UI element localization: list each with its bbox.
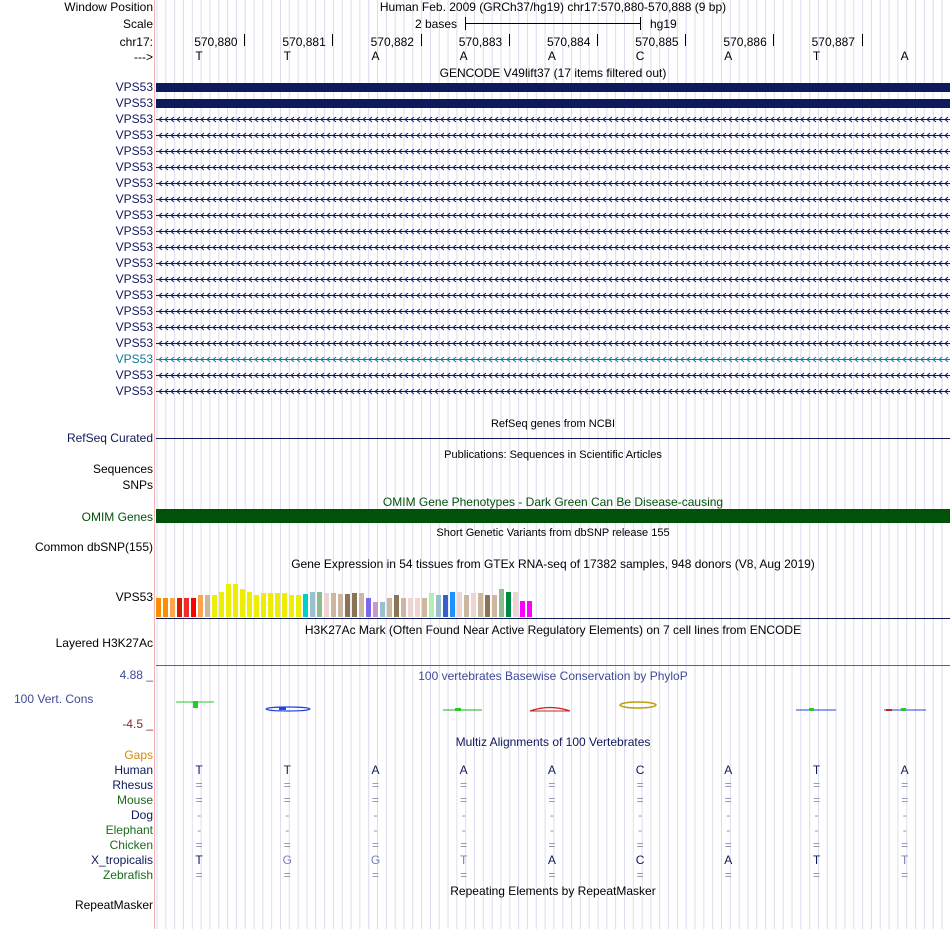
- ruler-position: 570,882: [370, 35, 414, 49]
- gtex-tissue-bar[interactable]: [219, 592, 224, 617]
- gencode-intron-line[interactable]: [156, 307, 950, 316]
- gencode-transcript-label[interactable]: VPS53: [115, 112, 153, 126]
- gtex-tissue-bar[interactable]: [352, 593, 357, 617]
- multiz-track-title: Multiz Alignments of 100 Vertebrates: [455, 735, 651, 749]
- gtex-tissue-bar[interactable]: [324, 593, 329, 617]
- gencode-transcript-label[interactable]: VPS53: [115, 144, 153, 158]
- alignment-base: =: [724, 778, 732, 792]
- gtex-tissue-bar[interactable]: [506, 592, 511, 617]
- gtex-tissue-bar[interactable]: [429, 593, 434, 617]
- gencode-transcript-label[interactable]: VPS53: [115, 176, 153, 190]
- publications-track-title: Publications: Sequences in Scientific Articles: [444, 449, 662, 461]
- scale-bar: [465, 23, 641, 24]
- gtex-tissue-bar[interactable]: [408, 598, 413, 617]
- phylop-track-title: 100 vertebrates Basewise Conservation by PhyloP: [418, 669, 688, 683]
- gtex-tissue-bar[interactable]: [226, 584, 231, 617]
- gencode-transcript-label[interactable]: VPS53: [115, 240, 153, 254]
- alignment-base: -: [726, 823, 731, 837]
- alignment-base: =: [371, 793, 379, 807]
- gtex-baseline: [156, 618, 950, 619]
- gtex-track-label[interactable]: VPS53: [115, 590, 153, 604]
- alignment-base: G: [370, 853, 381, 867]
- gencode-intron-line[interactable]: [156, 323, 950, 332]
- alignment-base: =: [460, 778, 468, 792]
- ruler-position: 570,881: [282, 35, 326, 49]
- multiz-species-label[interactable]: Rhesus: [112, 778, 153, 792]
- gtex-tissue-bar[interactable]: [345, 594, 350, 617]
- alignment-base: A: [724, 853, 733, 867]
- alignment-base: A: [547, 853, 556, 867]
- dbsnp-track-label[interactable]: Common dbSNP(155): [34, 540, 153, 554]
- h3k27ac-track-label[interactable]: Layered H3K27Ac: [55, 636, 153, 650]
- gtex-tissue-bar[interactable]: [275, 593, 280, 617]
- alignment-base: T: [195, 853, 203, 867]
- reference-base: A: [371, 49, 380, 63]
- gtex-tissue-bar[interactable]: [387, 598, 392, 617]
- gencode-track-title: GENCODE V49lift37 (17 items filtered out): [439, 66, 667, 80]
- ruler-tick: [244, 34, 245, 46]
- omim-gene-bar[interactable]: [156, 509, 950, 523]
- gtex-tissue-bar[interactable]: [184, 598, 189, 617]
- alignment-base: =: [283, 838, 291, 852]
- alignment-base: -: [197, 808, 202, 822]
- ruler-tick: [685, 34, 686, 46]
- alignment-base: =: [283, 778, 291, 792]
- gtex-tissue-bar[interactable]: [450, 592, 455, 617]
- gencode-exon-bar[interactable]: [156, 99, 950, 108]
- alignment-base: =: [371, 868, 379, 882]
- repeatmasker-track-title: Repeating Elements by RepeatMasker: [450, 884, 656, 898]
- gtex-tissue-bar[interactable]: [527, 601, 532, 617]
- gtex-tissue-bar[interactable]: [163, 598, 168, 617]
- gencode-exon-bar[interactable]: [156, 83, 950, 92]
- alignment-base: =: [812, 868, 820, 882]
- gencode-transcript-label[interactable]: VPS53: [115, 336, 153, 350]
- gencode-transcript-label[interactable]: VPS53: [115, 320, 153, 334]
- gencode-intron-line[interactable]: [156, 387, 950, 396]
- gencode-intron-line[interactable]: [156, 291, 950, 300]
- alignment-base: A: [547, 763, 556, 777]
- gtex-tissue-bar[interactable]: [394, 595, 399, 617]
- ruler-position: 570,880: [194, 35, 238, 49]
- ruler-position: 570,887: [811, 35, 855, 49]
- gencode-intron-line[interactable]: [156, 131, 950, 140]
- alignment-base: =: [283, 868, 291, 882]
- gencode-intron-line[interactable]: [156, 243, 950, 252]
- alignment-base: T: [460, 853, 468, 867]
- gtex-tissue-bar[interactable]: [471, 593, 476, 617]
- gtex-tissue-bar[interactable]: [268, 593, 273, 617]
- multiz-species-label[interactable]: Chicken: [109, 838, 153, 852]
- reference-base: A: [459, 49, 468, 63]
- alignment-base: =: [548, 793, 556, 807]
- reference-base: A: [547, 49, 556, 63]
- gtex-tissue-bar[interactable]: [499, 589, 504, 617]
- gencode-transcript-label[interactable]: VPS53: [115, 80, 153, 94]
- alignment-base: =: [812, 838, 820, 852]
- gtex-tissue-bar[interactable]: [492, 595, 497, 617]
- publications-sequences-label[interactable]: Sequences: [92, 462, 153, 476]
- gtex-tissue-bar[interactable]: [380, 602, 385, 617]
- alignment-base: T: [195, 763, 203, 777]
- alignment-base: =: [371, 778, 379, 792]
- ruler-tick: [509, 34, 510, 46]
- gtex-tissue-bar[interactable]: [177, 598, 182, 617]
- reference-base: C: [635, 49, 645, 63]
- alignment-base: =: [460, 838, 468, 852]
- alignment-base: -: [549, 823, 554, 837]
- alignment-base: =: [724, 793, 732, 807]
- phylop-max-label: 4.88 _: [119, 668, 153, 682]
- multiz-species-label[interactable]: Dog: [130, 808, 153, 822]
- gtex-tissue-bar[interactable]: [254, 595, 259, 617]
- gtex-tissue-bar[interactable]: [310, 592, 315, 617]
- alignment-base: =: [901, 838, 909, 852]
- gencode-transcript-label[interactable]: VPS53: [115, 208, 153, 222]
- gencode-intron-line[interactable]: [156, 195, 950, 204]
- gtex-tissue-bar[interactable]: [338, 594, 343, 617]
- alignment-base: -: [549, 808, 554, 822]
- gtex-tissue-bar[interactable]: [520, 601, 525, 617]
- repeatmasker-track-label[interactable]: RepeatMasker: [74, 898, 153, 912]
- ruler-tick: [773, 34, 774, 46]
- alignment-base: =: [901, 793, 909, 807]
- ruler-position: 570,885: [635, 35, 679, 49]
- gtex-tissue-bar[interactable]: [331, 593, 336, 617]
- alignment-base: C: [635, 853, 645, 867]
- multiz-species-label[interactable]: Human: [114, 763, 153, 777]
- alignment-base: =: [901, 778, 909, 792]
- phylop-track-label[interactable]: 100 Vert. Cons: [14, 692, 94, 706]
- alignment-base: T: [812, 853, 821, 867]
- alignment-base: -: [902, 808, 907, 822]
- alignment-base: =: [548, 838, 556, 852]
- alignment-base: =: [195, 778, 203, 792]
- ruler-tick: [597, 34, 598, 46]
- gtex-tissue-bar[interactable]: [212, 595, 217, 617]
- gtex-tissue-bar[interactable]: [457, 592, 462, 617]
- gencode-intron-line[interactable]: [156, 371, 950, 380]
- publications-snps-label[interactable]: SNPs: [122, 478, 153, 492]
- phylop-min-label: -4.5 _: [122, 717, 153, 731]
- gencode-transcript-label[interactable]: VPS53: [115, 128, 153, 142]
- gtex-tissue-bar[interactable]: [233, 584, 238, 617]
- gencode-intron-line[interactable]: [156, 211, 950, 220]
- gtex-tissue-bar[interactable]: [156, 598, 161, 617]
- alignment-base: =: [636, 868, 644, 882]
- dbsnp-track-title: Short Genetic Variants from dbSNP release 155: [436, 527, 670, 539]
- alignment-base: =: [812, 793, 820, 807]
- phylop-glyphs[interactable]: [156, 695, 950, 720]
- multiz-species-label[interactable]: Elephant: [105, 823, 153, 837]
- gtex-tissue-bar[interactable]: [247, 592, 252, 617]
- gencode-transcript-label[interactable]: VPS53: [115, 272, 153, 286]
- reference-base: A: [900, 49, 909, 63]
- alignment-base: =: [724, 838, 732, 852]
- alignment-base: -: [726, 808, 731, 822]
- gtex-tissue-bar[interactable]: [261, 593, 266, 617]
- alignment-base: =: [548, 778, 556, 792]
- alignment-base: -: [814, 823, 819, 837]
- ruler-tick: [421, 34, 422, 46]
- alignment-base: =: [636, 838, 644, 852]
- scale-bar-left-cap: [465, 17, 466, 30]
- gtex-tissue-bar[interactable]: [373, 602, 378, 617]
- gtex-tissue-bar[interactable]: [289, 595, 294, 617]
- refseq-track-title: RefSeq genes from NCBI: [490, 418, 616, 430]
- gtex-tissue-bar[interactable]: [317, 592, 322, 617]
- gtex-tissue-bar[interactable]: [359, 593, 364, 617]
- gtex-tissue-bar[interactable]: [240, 589, 245, 617]
- reference-base: T: [195, 49, 203, 63]
- scale-label: Scale: [122, 17, 153, 31]
- scale-value: 2 bases: [415, 17, 458, 31]
- gtex-tissue-bar[interactable]: [401, 598, 406, 617]
- alignment-base: -: [285, 823, 290, 837]
- h3k27ac-track-title: H3K27Ac Mark (Often Found Near Active Regulatory Elements) on 7 cell lines from ENCODE: [304, 623, 802, 637]
- chrom-label: chr17:: [119, 35, 153, 49]
- gtex-track-title: Gene Expression in 54 tissues from GTEx RNA-seq of 17382 samples, 948 donors (V8, Aug 2019): [291, 557, 815, 571]
- alignment-base: =: [460, 793, 468, 807]
- alignment-base: -: [638, 808, 643, 822]
- multiz-species-label[interactable]: X_tropicalis: [90, 853, 153, 867]
- alignment-base: G: [282, 853, 292, 867]
- alignment-base: =: [724, 868, 732, 882]
- gencode-intron-line[interactable]: [156, 275, 950, 284]
- gencode-intron-line[interactable]: [156, 339, 950, 348]
- alignment-base: =: [371, 838, 379, 852]
- gencode-intron-line[interactable]: [156, 355, 950, 364]
- gencode-intron-line[interactable]: [156, 179, 950, 188]
- alignment-base: =: [548, 868, 556, 882]
- gencode-intron-line[interactable]: [156, 163, 950, 172]
- alignment-base: =: [460, 868, 468, 882]
- gencode-intron-line[interactable]: [156, 115, 950, 124]
- window-position-label: Window Position: [64, 0, 153, 14]
- gtex-tissue-bar[interactable]: [303, 594, 308, 617]
- gtex-tissue-bar[interactable]: [478, 593, 483, 617]
- gencode-transcript-label[interactable]: VPS53: [115, 384, 153, 398]
- gencode-transcript-label[interactable]: VPS53: [115, 96, 153, 110]
- alignment-base: -: [461, 823, 466, 837]
- gencode-intron-line[interactable]: [156, 147, 950, 156]
- alignment-base: -: [814, 808, 819, 822]
- refseq-track-label[interactable]: RefSeq Curated: [66, 431, 153, 445]
- gtex-tissue-bar[interactable]: [422, 598, 427, 617]
- reference-base: A: [724, 49, 733, 63]
- refseq-intron-line[interactable]: [156, 438, 950, 439]
- alignment-base: T: [901, 853, 909, 867]
- omim-track-title: OMIM Gene Phenotypes - Dark Green Can Be Disease-causing: [382, 495, 724, 509]
- alignment-base: T: [812, 763, 821, 777]
- alignment-base: =: [901, 868, 909, 882]
- alignment-base: A: [724, 763, 733, 777]
- multiz-species-label[interactable]: Zebrafish: [102, 868, 153, 882]
- omim-track-label[interactable]: OMIM Genes: [81, 510, 153, 524]
- ruler-position: 570,883: [458, 35, 503, 49]
- gencode-transcript-label[interactable]: VPS53: [115, 352, 153, 366]
- gencode-transcript-label[interactable]: VPS53: [115, 288, 153, 302]
- gtex-tissue-bar[interactable]: [443, 595, 448, 617]
- h3k27ac-baseline: [156, 665, 950, 666]
- gtex-tissue-bar[interactable]: [205, 595, 210, 617]
- reference-base: T: [283, 49, 291, 63]
- alignment-base: =: [195, 838, 203, 852]
- alignment-base: A: [459, 763, 468, 777]
- gencode-transcript-label[interactable]: VPS53: [115, 368, 153, 382]
- gtex-tissue-bar[interactable]: [296, 595, 301, 617]
- gencode-transcript-label[interactable]: VPS53: [115, 304, 153, 318]
- alignment-base: =: [636, 778, 644, 792]
- ruler-position: 570,886: [723, 35, 767, 49]
- alignment-base: A: [900, 763, 909, 777]
- alignment-base: -: [902, 823, 907, 837]
- gencode-transcript-label[interactable]: VPS53: [115, 160, 153, 174]
- alignment-base: C: [635, 763, 645, 777]
- track-label-divider: [154, 0, 155, 929]
- gencode-transcript-label[interactable]: VPS53: [115, 224, 153, 238]
- scale-bar-right-cap: [640, 17, 641, 30]
- gtex-tissue-bar[interactable]: [282, 593, 287, 617]
- gtex-tissue-bar[interactable]: [170, 598, 175, 617]
- gtex-tissue-bar[interactable]: [485, 595, 490, 617]
- ruler-tick: [332, 34, 333, 46]
- strand-label: --->: [134, 50, 153, 64]
- alignment-base: -: [373, 808, 378, 822]
- gtex-tissue-bar[interactable]: [366, 598, 371, 617]
- scale-assembly: hg19: [650, 17, 677, 31]
- alignment-base: =: [636, 793, 644, 807]
- gencode-transcript-label[interactable]: VPS53: [115, 256, 153, 270]
- gtex-tissue-bar[interactable]: [436, 595, 441, 617]
- gtex-tissue-bar[interactable]: [415, 598, 420, 617]
- ruler-tick: [862, 34, 863, 46]
- alignment-base: -: [638, 823, 643, 837]
- alignment-base: -: [285, 808, 290, 822]
- gencode-transcript-label[interactable]: VPS53: [115, 192, 153, 206]
- alignment-base: -: [373, 823, 378, 837]
- gencode-intron-line[interactable]: [156, 259, 950, 268]
- gaps-label[interactable]: Gaps: [124, 748, 153, 762]
- alignment-base: =: [812, 778, 820, 792]
- multiz-species-label[interactable]: Mouse: [116, 793, 153, 807]
- gencode-intron-line[interactable]: [156, 227, 950, 236]
- ruler-position: 570,884: [547, 35, 591, 49]
- alignment-base: =: [195, 793, 203, 807]
- gtex-tissue-bar[interactable]: [464, 595, 469, 617]
- gtex-tissue-bar[interactable]: [191, 598, 196, 617]
- alignment-base: =: [283, 793, 291, 807]
- alignment-base: A: [371, 763, 380, 777]
- alignment-base: -: [461, 808, 466, 822]
- alignment-base: T: [283, 763, 291, 777]
- gtex-tissue-bar[interactable]: [198, 595, 203, 617]
- gtex-expression-bars[interactable]: [156, 571, 556, 617]
- alignment-base: -: [197, 823, 202, 837]
- alignment-base: =: [195, 868, 203, 882]
- window-position-text: Human Feb. 2009 (GRCh37/hg19) chr17:570,880-570,888 (9 bp): [379, 0, 727, 14]
- reference-base: T: [812, 49, 821, 63]
- gtex-tissue-bar[interactable]: [513, 592, 518, 617]
